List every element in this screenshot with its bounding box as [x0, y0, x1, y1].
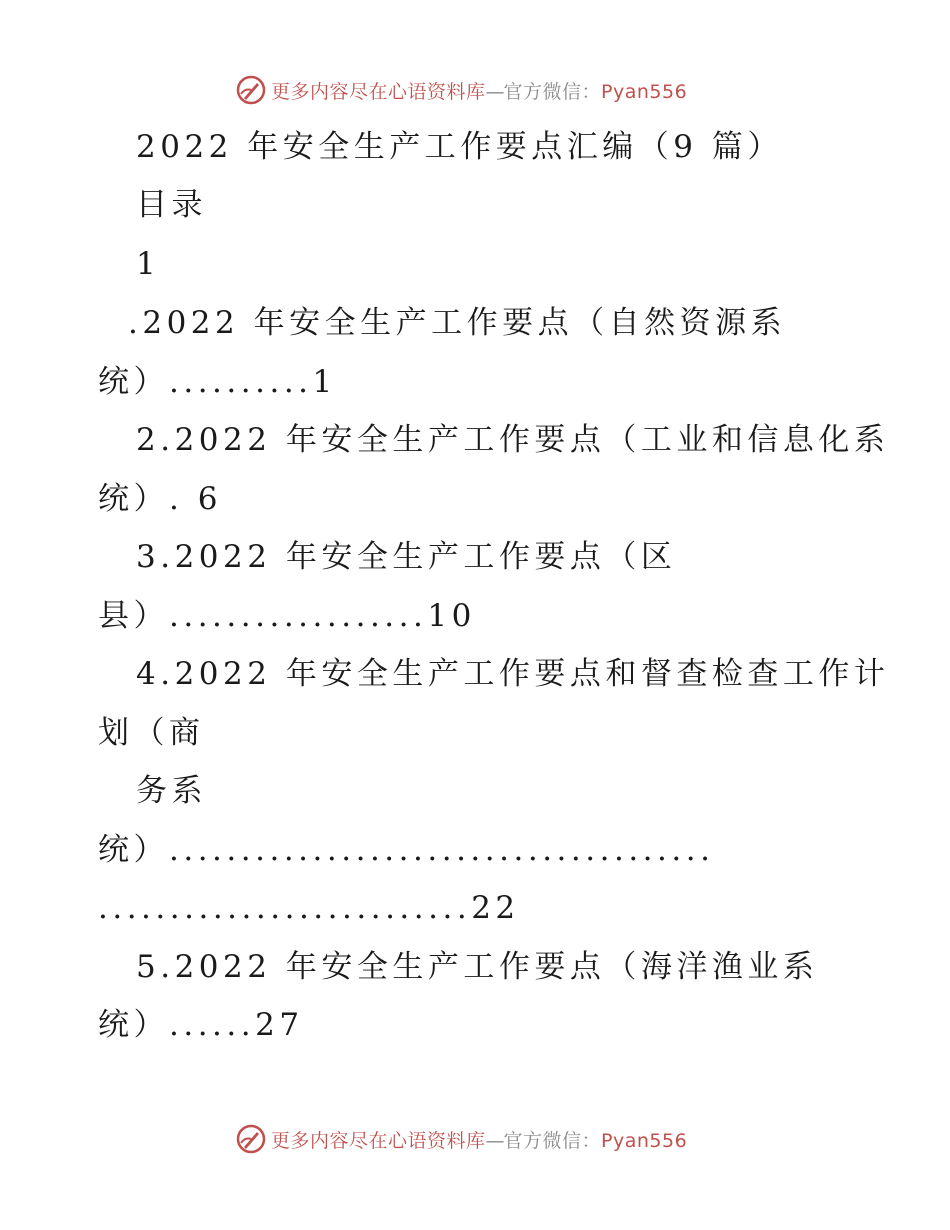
watermark-wechat-label: 官方微信： [503, 80, 602, 103]
watermark-dash: — [485, 80, 504, 103]
watermark-wechat-id: Pyan556 [601, 1129, 688, 1152]
watermark-site-text: 更多内容尽在心语资料库 [271, 80, 486, 103]
toc-entry-2-page[interactable]: 统）. 6 [98, 481, 222, 517]
quill-emblem-icon [235, 74, 267, 106]
toc-entry-3-title[interactable]: 3.2022 年安全生产工作要点（区 [136, 539, 677, 575]
watermark-banner-bottom [235, 1122, 687, 1156]
watermark-dash: — [485, 1129, 504, 1152]
toc-entry-4-title-cont[interactable]: 务系 [136, 773, 207, 809]
toc-entry-3-page[interactable]: 县）..................10 [98, 598, 476, 634]
toc-entry-1-page[interactable]: 统）..........1 [98, 364, 337, 400]
toc-heading: 目录 [136, 187, 207, 223]
watermark-wechat-id: Pyan556 [601, 80, 688, 103]
toc-entry-4-title-cont[interactable]: 划（商 [98, 715, 205, 751]
watermark-wechat-label: 官方微信： [503, 1129, 602, 1152]
watermark-text [271, 1126, 687, 1153]
watermark-site-text: 更多内容尽在心语资料库 [271, 1129, 486, 1152]
toc-entry-4-leader[interactable]: 统）...................................... [98, 832, 715, 868]
watermark-banner-top [235, 73, 687, 107]
toc-entry-5-title[interactable]: 5.2022 年安全生产工作要点（海洋渔业系 [136, 949, 819, 985]
toc-entry-2-title[interactable]: 2.2022 年安全生产工作要点（工业和信息化系 [136, 422, 890, 458]
quill-emblem-icon [235, 1123, 267, 1155]
toc-entry-4-page[interactable]: ..........................22 [98, 890, 520, 926]
toc-entry-5-page[interactable]: 统）......27 [98, 1007, 304, 1043]
document-title: 2022 年安全生产工作要点汇编（9 篇） [136, 129, 783, 165]
watermark-text [271, 77, 687, 104]
toc-line: 1 [136, 246, 161, 282]
toc-entry-1-title[interactable]: .2022 年安全生产工作要点（自然资源系 [128, 305, 787, 341]
toc-entry-4-title[interactable]: 4.2022 年安全生产工作要点和督查检查工作计 [136, 656, 890, 692]
